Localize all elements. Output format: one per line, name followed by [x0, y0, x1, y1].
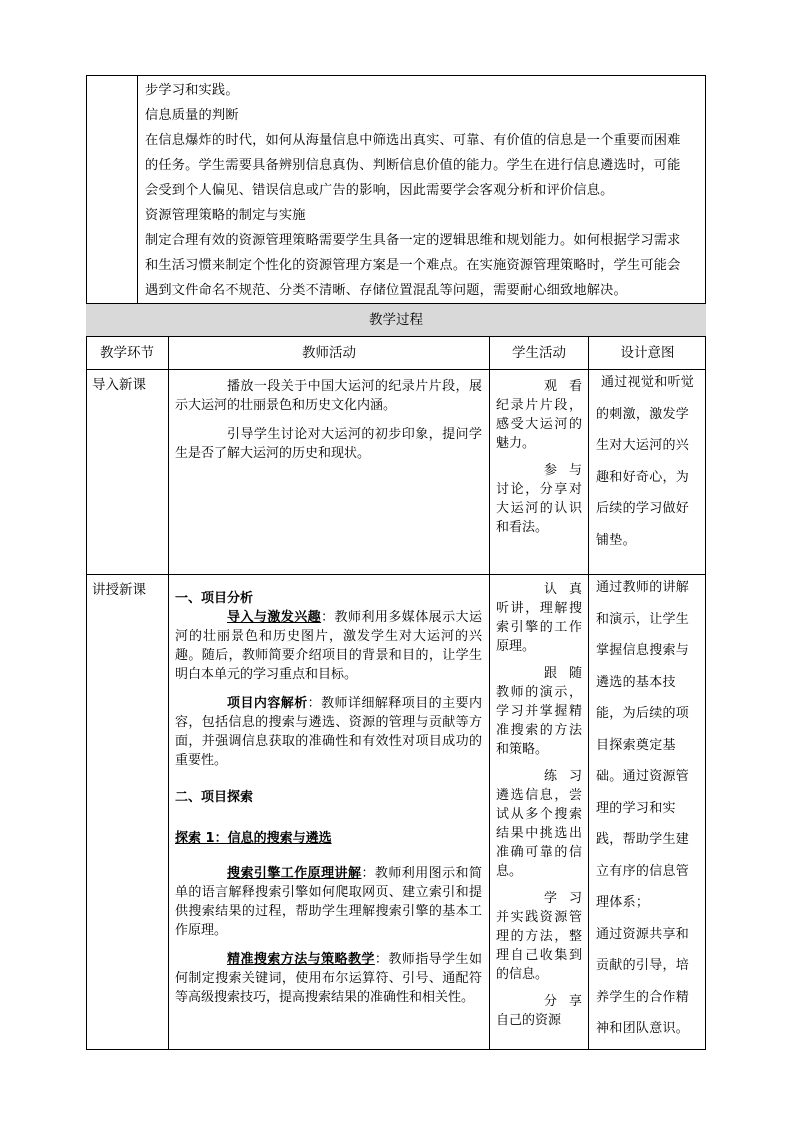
- col-header-stage: 教学环节: [100, 345, 154, 361]
- student-paragraph: 学习并实践资源管理的方法，整理自己收集到的信息。: [496, 891, 582, 982]
- table-title: 教学过程: [86, 304, 706, 337]
- text-line: 制定合理有效的资源管理策略需要学生具备一定的逻辑思维和规划能力。如何根据学习需求: [145, 233, 681, 248]
- section-heading-explore-1: 探索 1：信息的搜索与遴选: [175, 831, 332, 846]
- design-paragraph: 通过教师的讲解和演示，让学生掌握信息搜索与遴选的基本技能，为后续的项目探索奠定基础。通过资源管理的学习和实践，帮助学生建立有序的信息管理体系；: [596, 580, 690, 910]
- text-line: 遇到文件命名不规范、分类不清晰、存储位置混乱等问题，需要耐心细致地解决。: [145, 283, 627, 298]
- student-paragraph: 跟随教师的演示，学习并掌握精准搜索的方法和策略。: [496, 666, 582, 757]
- design-paragraph: 通过资源共享和贡献的引导，培养学生的合作精神和团队意识。: [596, 926, 690, 1036]
- design-paragraph: 通过视觉和听觉的刺激，激发学生对大运河的兴趣和好奇心，为后续的学习做好铺垫。: [596, 375, 695, 548]
- difficulty-label-cell: [87, 76, 138, 303]
- subheading-info-quality: 信息质量的判断: [145, 108, 239, 123]
- text-line: 会受到个人偏见、错误信息或广告的影响，因此需要学会客观分析和评价信息。: [145, 183, 614, 198]
- student-paragraph: 分享自己的资源: [496, 994, 582, 1028]
- student-paragraph: 参与讨论，分享对大运河的认识和看法。: [496, 463, 582, 535]
- col-header-student: 学生活动: [512, 345, 566, 361]
- teaching-process-table: [86, 304, 706, 1050]
- student-activity-intro: [496, 377, 582, 545]
- teacher-paragraph: 精准搜索方法与策略教学：教师指导学生如何制定搜索关键词，使用布尔运算符、引号、通配符等高级搜索技巧，提高搜索结果的准确性和相关性。: [175, 952, 482, 1005]
- col-header-teacher: 教师活动: [302, 345, 356, 361]
- teacher-activity-new-lesson: [175, 589, 482, 1007]
- design-intent-new-lesson: [596, 572, 700, 1045]
- teacher-paragraph: 播放一段关于中国大运河的纪录片片段，展示大运河的壮丽景色和历史文化内涵。: [175, 379, 482, 413]
- section-heading-project-explore: 二、项目探索: [175, 790, 254, 805]
- student-paragraph: 练习遴选信息，尝试从多个搜索结果中挑选出准确可靠的信息。: [496, 769, 582, 879]
- teacher-paragraph: 导入与激发兴趣：教师利用多媒体展示大运河的壮丽景色和历史图片，激发学生对大运河的兴趣。随后，教师简要介绍项目的背景和目的，让学生明白本单元的学习重点和目标。: [175, 610, 482, 682]
- section-heading-project-analysis: 一、项目分析: [175, 591, 254, 606]
- subheading-resource-management: 资源管理策略的制定与实施: [145, 208, 306, 223]
- teacher-paragraph: 引导学生讨论对大运河的初步印象，提问学生是否了解大运河的历史和现状。: [175, 427, 482, 461]
- stage-intro: 导入新课: [92, 377, 146, 393]
- student-paragraph: 认真听讲，理解搜索引擎的工作原理。: [496, 582, 582, 654]
- teacher-activity-intro: [175, 377, 482, 463]
- text-line: 在信息爆炸的时代，如何从海量信息中筛选出真实、可靠、有价值的信息是一个重要而困难: [145, 133, 681, 148]
- text-line: 步学习和实践。: [145, 83, 239, 98]
- student-activity-new-lesson: [496, 580, 582, 1038]
- teacher-paragraph: 搜索引擎工作原理讲解：教师利用图示和简单的语言解释搜索引擎如何爬取网页、建立索引和提供搜索结果的过程，帮助学生理解搜索引擎的基本工作原理。: [175, 866, 482, 938]
- teacher-paragraph: 项目内容解析：教师详细解释项目的主要内容，包括信息的搜索与遴选、资源的管理与贡献等方面，并强调信息获取的准确性和有效性对项目成功的重要性。: [175, 696, 482, 768]
- design-intent-intro: [596, 367, 700, 556]
- student-paragraph: 观看纪录片片段，感受大运河的魅力。: [496, 379, 582, 451]
- stage-new-lesson: 讲授新课: [92, 582, 146, 598]
- col-header-design: 设计意图: [620, 345, 675, 361]
- difficulty-table: [86, 75, 706, 304]
- difficulty-content: [145, 78, 701, 303]
- text-line: 的任务。学生需要具备辨别信息真伪、判断信息价值的能力。学生在进行信息遴选时，可能: [145, 158, 681, 173]
- text-line: 和生活习惯来制定个性化的资源管理方案是一个难点。在实施资源管理策略时，学生可能会: [145, 258, 681, 273]
